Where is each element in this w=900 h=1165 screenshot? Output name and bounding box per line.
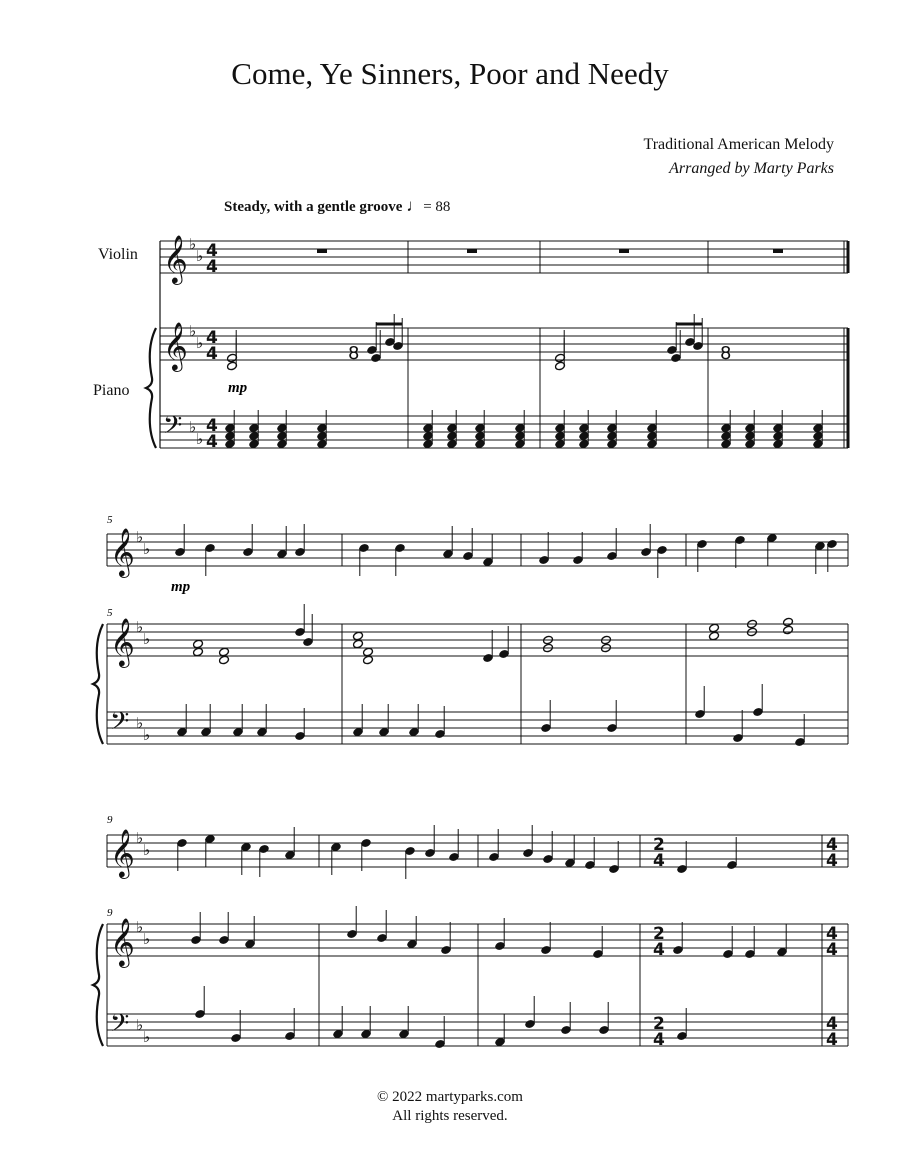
piano-brace bbox=[93, 924, 103, 1046]
time-signature-numerator: 2 bbox=[653, 835, 665, 855]
flat-icon: ♭ bbox=[143, 841, 151, 859]
flat-icon: ♭ bbox=[136, 618, 144, 636]
flat-icon: ♭ bbox=[196, 247, 204, 265]
measure-number-p-5: 5 bbox=[107, 607, 113, 619]
piano-brace bbox=[146, 328, 156, 448]
composer-credit: Traditional American Melody bbox=[643, 136, 834, 153]
whole-rest bbox=[317, 249, 327, 253]
treble-clef-icon: 𝄞 bbox=[110, 617, 135, 666]
treble-clef-icon: 𝄞 bbox=[110, 828, 135, 877]
flat-icon: ♭ bbox=[136, 829, 144, 847]
whole-rest bbox=[619, 249, 629, 253]
glyphs bbox=[110, 234, 838, 1050]
note-head bbox=[783, 617, 794, 627]
time-signature-denominator: 4 bbox=[653, 1030, 665, 1050]
time-signature-numerator: 4 bbox=[206, 241, 218, 261]
treble-clef-icon: 𝄞 bbox=[110, 917, 135, 966]
time-signature-numerator: 2 bbox=[653, 1014, 665, 1034]
arranger-credit: Arranged by Marty Parks bbox=[669, 160, 834, 177]
time-signature-numerator: 4 bbox=[206, 416, 218, 436]
time-signature-numerator: 2 bbox=[653, 924, 665, 944]
flat-icon: ♭ bbox=[189, 322, 197, 340]
tempo-text: Steady, with a gentle groove bbox=[224, 199, 403, 215]
time-signature-denominator: 4 bbox=[653, 851, 665, 871]
flat-icon: ♭ bbox=[136, 528, 144, 546]
treble-clef-icon: 𝄞 bbox=[163, 321, 188, 370]
page-title: Come, Ye Sinners, Poor and Needy bbox=[231, 56, 669, 91]
instrument-label-piano: Piano bbox=[93, 382, 130, 399]
note-head bbox=[709, 631, 720, 641]
note-head bbox=[363, 647, 374, 657]
rights-line: All rights reserved. bbox=[392, 1108, 508, 1124]
time-signature-numerator: 4 bbox=[826, 835, 838, 855]
measure-number-p-9: 9 bbox=[107, 907, 113, 919]
time-signature-numerator: 4 bbox=[826, 924, 838, 944]
flat-icon: ♭ bbox=[143, 930, 151, 948]
time-signature-denominator: 4 bbox=[826, 851, 838, 871]
flat-icon: ♭ bbox=[196, 430, 204, 448]
piano-brace bbox=[93, 624, 103, 744]
copyright-line: © 2022 martyparks.com bbox=[377, 1089, 523, 1105]
note-head bbox=[193, 639, 204, 649]
time-signature-denominator: 4 bbox=[826, 940, 838, 960]
note-head bbox=[193, 647, 204, 657]
barlines bbox=[107, 241, 848, 1046]
measure-number-v-9: 9 bbox=[107, 814, 113, 826]
octave-chord: 8 bbox=[720, 343, 732, 364]
treble-clef-icon: 𝄞 bbox=[110, 527, 135, 576]
time-signature-numerator: 4 bbox=[826, 1014, 838, 1034]
dynamic-mp: mp bbox=[171, 579, 191, 595]
flat-icon: ♭ bbox=[136, 1016, 144, 1034]
notes bbox=[175, 249, 838, 1049]
flat-icon: ♭ bbox=[196, 334, 204, 352]
flat-icon: ♭ bbox=[136, 714, 144, 732]
note-head bbox=[783, 625, 794, 635]
whole-rest bbox=[773, 249, 783, 253]
flat-icon: ♭ bbox=[189, 418, 197, 436]
time-signature-numerator: 4 bbox=[206, 328, 218, 348]
dynamic-mp: mp bbox=[228, 380, 248, 396]
tempo-bpm: = 88 bbox=[423, 199, 451, 215]
note-head bbox=[219, 655, 230, 665]
flat-icon: ♭ bbox=[143, 1028, 151, 1046]
flat-icon: ♭ bbox=[136, 918, 144, 936]
note-head bbox=[363, 655, 374, 665]
flat-icon: ♭ bbox=[189, 235, 197, 253]
flat-icon: ♭ bbox=[143, 726, 151, 744]
bass-clef-icon: 𝄢 bbox=[163, 411, 183, 446]
bass-clef-icon: 𝄢 bbox=[110, 707, 130, 742]
note-head bbox=[219, 647, 230, 657]
quarter-note-icon: ♩ bbox=[406, 196, 424, 215]
time-signature-denominator: 4 bbox=[206, 257, 218, 277]
time-signature-denominator: 4 bbox=[826, 1030, 838, 1050]
time-signature-denominator: 4 bbox=[653, 940, 665, 960]
flat-icon: ♭ bbox=[143, 630, 151, 648]
note-head bbox=[709, 623, 720, 633]
flat-icon: ♭ bbox=[143, 540, 151, 558]
bass-clef-icon: 𝄢 bbox=[110, 1009, 130, 1044]
note-head bbox=[353, 639, 364, 649]
treble-clef-icon: 𝄞 bbox=[163, 234, 188, 283]
time-signature-denominator: 4 bbox=[206, 432, 218, 452]
whole-rest bbox=[467, 249, 477, 253]
measure-number-v-5: 5 bbox=[107, 514, 113, 526]
time-signature-denominator: 4 bbox=[206, 344, 218, 364]
octave-chord: 8 bbox=[348, 343, 360, 364]
note-head bbox=[353, 631, 364, 641]
instrument-label-violin: Violin bbox=[98, 246, 138, 263]
footer bbox=[0, 1088, 900, 1126]
